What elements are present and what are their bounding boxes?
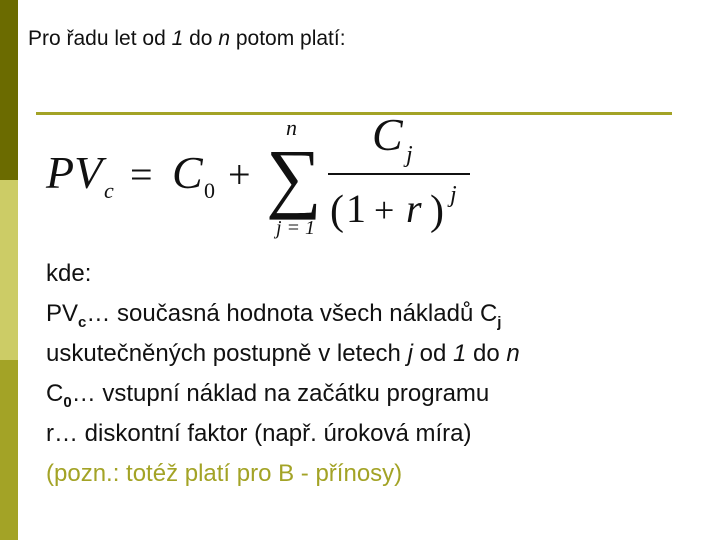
side-bar-bottom [0, 360, 18, 540]
present-value-formula [0, 112, 720, 244]
pv-subscript: c [104, 178, 114, 203]
sum-upper-limit: n [286, 115, 297, 140]
intro-sentence: Pro řadu let od 1 do n potom platí: [28, 27, 346, 50]
sum-sign: ∑ [266, 133, 322, 220]
rate-symbol: r [406, 186, 422, 231]
pv-definition-continued: uskutečněných postupně v letech j od 1 do n [46, 340, 520, 367]
r-definition: r… diskontní faktor (např. úroková míra) [46, 420, 472, 447]
definitions-intro: kde: [46, 260, 92, 287]
benefits-note: (pozn.: totéž platí pro B - přínosy) [46, 460, 403, 487]
open-paren: ( [330, 188, 344, 234]
pv-definition: $PV_c\dots$ současná hodnota všech nákladů $C_j$ [46, 300, 502, 331]
c0-definition: $C_0\dots$ vstupní náklad na začátku programu [46, 380, 490, 411]
equals-sign: = [130, 152, 153, 197]
pv-symbol: PV [46, 147, 103, 198]
c0-subscript: 0 [204, 178, 215, 203]
close-paren: ) [430, 188, 444, 234]
exponent: j [450, 182, 457, 208]
plus-sign-2: + [374, 190, 395, 230]
numerator-symbol: C [372, 112, 403, 160]
c0-symbol: C [172, 147, 203, 198]
plus-sign: + [228, 152, 251, 197]
sum-lower-limit: j = 1 [276, 217, 316, 239]
definitions-list [46, 254, 706, 494]
one-digit: 1 [346, 186, 366, 231]
numerator-subscript: j [406, 142, 413, 168]
